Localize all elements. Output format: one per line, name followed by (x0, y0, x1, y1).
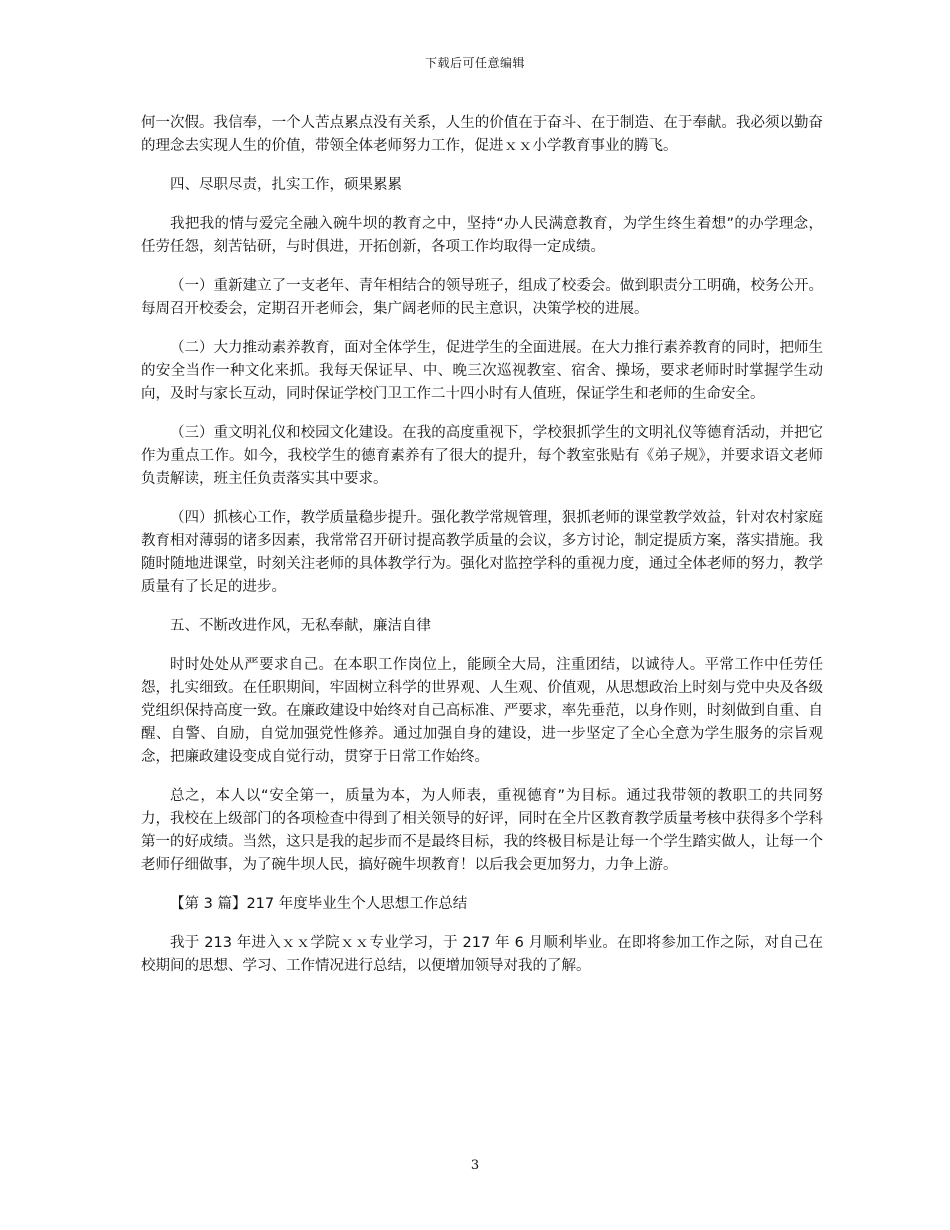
page-number: 3 (470, 1158, 480, 1173)
document-body (141, 112, 823, 994)
paragraph: 时时处处从严要求自己。在本职工作岗位上，能顾全大局，注重团结，以诚待人。平常工作中任劳任怨，扎实细致。在任职期间，牢固树立科学的世界观、人生观、价值观，从思想政治上时刻与党中央及各级党组织保持高度一致。在廉政建设中始终对自己高标准、严要求，率先垂范，以身作则，时刻做到自重、自醒、自警、自励，自觉加强党性修养。通过加强自身的建设，进一步坚定了全心全意为学生服务的宗旨观念，把廉政建设变成自觉行动，贯穿于日常工作始终。 (141, 657, 823, 765)
paragraph-continuation: 何一次假。我信奉，一个人苦点累点没有关系，人生的价值在于奋斗、在于制造、在于奉献。我必须以勤奋的理念去实现人生的价值，带领全体老师努力工作，促进ｘｘ小学教育事业的腾飞。 (141, 115, 823, 154)
article-title: 【第 3 篇】217 年度毕业生个人思想工作总结 (170, 896, 468, 912)
section-heading-4: 四、尽职尽责，扎实工作，硕果累累 (170, 177, 402, 193)
paragraph: 总之，本人以“安全第一，质量为本，为人师表，重视德育”为目标。通过我带领的教职工的共同努力，我校在上级部门的各项检查中得到了相关领导的好评，同时在全片区教育教学质量考核中获得多个学科第一的好成绩。当然，这只是我的起步而不是最终目标，我的终极目标是让每一个学生踏实做人，让每一个老师仔细做事，为了碗牛坝人民，搞好碗牛坝教育！以后我会更加努力，力争上游。 (141, 788, 823, 873)
paragraph: （四）抓核心工作，教学质量稳步提升。强化教学常规管理，狠抓老师的课堂教学效益，针对农村家庭教育相对薄弱的诸多因素，我常常召开研讨提高教学质量的会议，多方讨论，制定提质方案，落实措施。我随时随地进课堂，时刻关注老师的具体教学行为。强化对监控学科的重视力度，通过全体老师的努力，教学质量有了长足的进步。 (141, 510, 823, 595)
paragraph: 我于 213 年进入ｘｘ学院ｘｘ专业学习，于 217 年 6 月顺利毕业。在即将参加工作之际，对自己在校期间的思想、学习、工作情况进行总结，以便增加领导对我的了解。 (141, 935, 823, 974)
paragraph: （三）重文明礼仪和校园文化建设。在我的高度重视下，学校狠抓学生的文明礼仪等德育活动，并把它作为重点工作。如今，我校学生的德育素养有了很大的提升，每个教室张贴有《弟子规》，并要求语文老师负责解读，班主任负责落实其中要求。 (141, 425, 823, 487)
page-header: 下载后可任意编辑 (424, 56, 525, 70)
paragraph: 我把我的情与爱完全融入碗牛坝的教育之中，坚持“办人民满意教育，为学生终生着想”的办学理念，任劳任怨，刻苦钻研，与时俱进，开拓创新，各项工作均取得一定成绩。 (141, 216, 823, 255)
section-heading-5: 五、不断改进作风，无私奉献，廉洁自律 (170, 618, 431, 634)
paragraph: （二）大力推动素养教育，面对全体学生，促进学生的全面进展。在大力推行素养教育的同时，把师生的安全当作一种文化来抓。我每天保证早、中、晚三次巡视教室、宿舍、操场，要求老师时时掌握学生动向，及时与家长互动，同时保证学校门卫工作二十四小时有人值班，保证学生和老师的生命安全。 (141, 340, 823, 402)
paragraph: （一）重新建立了一支老年、青年相结合的领导班子，组成了校委会。做到职责分工明确，校务公开。每周召开校委会，定期召开老师会，集广阔老师的民主意识，决策学校的进展。 (141, 278, 823, 317)
